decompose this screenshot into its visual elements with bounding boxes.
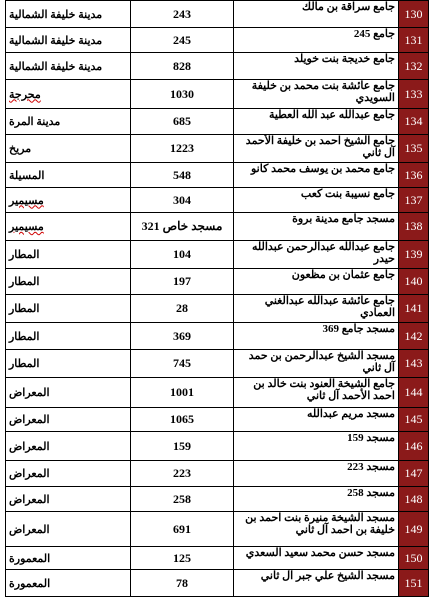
- mosque-code-cell: 828: [131, 53, 234, 80]
- table-row: [6, 188, 429, 213]
- mosque-table: [5, 0, 429, 597]
- area-label: المعراض: [9, 440, 50, 453]
- area-cell: [6, 109, 131, 135]
- mosque-code-cell: 223: [131, 461, 234, 487]
- table-row: [6, 378, 429, 408]
- row-number-cell: 141: [399, 295, 429, 323]
- area-label: محرجة: [9, 88, 41, 101]
- area-cell: [6, 487, 131, 512]
- mosque-code-cell: 28: [131, 295, 234, 323]
- row-number-cell: 145: [399, 408, 429, 432]
- mosque-name-cell: جامع نسيبة بنت كعب: [234, 188, 399, 213]
- area-label: المعراض: [9, 414, 50, 426]
- mosque-code-cell: مسجد خاص 321: [131, 213, 234, 241]
- mosque-code-cell: 258: [131, 487, 234, 512]
- area-label: المعراض: [9, 523, 50, 536]
- area-cell: [6, 378, 131, 408]
- table-row: [6, 241, 429, 269]
- mosque-name-cell: جامع سراقة بن مالك: [234, 1, 399, 28]
- area-cell: [6, 512, 131, 547]
- mosque-name-cell: جامع عثمان بن مظعون: [234, 269, 399, 295]
- area-label: المعراض: [9, 493, 50, 506]
- area-cell: [6, 1, 131, 28]
- row-number-cell: 137: [399, 188, 429, 213]
- table-row: [6, 547, 429, 570]
- area-label: المعراض: [9, 468, 50, 480]
- table-row: [6, 53, 429, 80]
- row-number-cell: 133: [399, 80, 429, 109]
- table-row: [6, 1, 429, 28]
- mosque-name-cell: مسجد جامع 369: [234, 323, 399, 350]
- mosque-table-page: [5, 0, 428, 597]
- mosque-name-cell: مسجد الشيخ عبدالرحمن بن حمد آل ثاني: [234, 350, 399, 378]
- table-row: [6, 80, 429, 109]
- area-cell: [6, 28, 131, 53]
- row-number-cell: 134: [399, 109, 429, 135]
- table-row: [6, 269, 429, 295]
- area-label: المطار: [9, 330, 40, 343]
- row-number-cell: 130: [399, 1, 429, 28]
- table-row: [6, 323, 429, 350]
- row-number-cell: 132: [399, 53, 429, 80]
- area-label: المعمورة: [9, 577, 51, 590]
- mosque-code-cell: 369: [131, 323, 234, 350]
- mosque-name-cell: مسجد الشيخة منيرة بنت احمد بن خليفة بن احمد آل ثاني: [234, 512, 399, 547]
- area-label: المطار: [9, 358, 40, 370]
- area-label: المطار: [9, 249, 40, 261]
- area-cell: [6, 213, 131, 241]
- mosque-code-cell: 691: [131, 512, 234, 547]
- mosque-code-cell: 1030: [131, 80, 234, 109]
- mosque-name-cell: جامع محمد بن يوسف محمد كانو: [234, 163, 399, 188]
- mosque-table-body: [6, 1, 429, 597]
- area-cell: [6, 547, 131, 570]
- row-number-cell: 146: [399, 432, 429, 461]
- area-label: مريخ: [9, 143, 32, 155]
- table-row: [6, 461, 429, 487]
- area-cell: [6, 135, 131, 163]
- table-row: [6, 28, 429, 53]
- mosque-name-cell: مسجد حسن محمد سعيد السعدي: [234, 547, 399, 570]
- mosque-code-cell: 1065: [131, 408, 234, 432]
- row-number-cell: 135: [399, 135, 429, 163]
- mosque-code-cell: 243: [131, 1, 234, 28]
- area-cell: [6, 163, 131, 188]
- table-row: [6, 570, 429, 597]
- row-number-cell: 131: [399, 28, 429, 53]
- row-number-cell: 148: [399, 487, 429, 512]
- area-cell: [6, 323, 131, 350]
- area-cell: [6, 80, 131, 109]
- table-row: [6, 163, 429, 188]
- table-row: [6, 512, 429, 547]
- row-number-cell: 138: [399, 213, 429, 241]
- mosque-code-cell: 745: [131, 350, 234, 378]
- table-row: [6, 408, 429, 432]
- table-row: [6, 213, 429, 241]
- row-number-cell: 150: [399, 547, 429, 570]
- mosque-name-cell: مسجد الشيخ علي جبر آل ثاني: [234, 570, 399, 597]
- row-number-cell: 143: [399, 350, 429, 378]
- mosque-code-cell: 1223: [131, 135, 234, 163]
- table-row: [6, 487, 429, 512]
- area-label: المعمورة: [9, 552, 51, 565]
- mosque-name-cell: جامع عبدالله عبد الله العطية: [234, 109, 399, 135]
- row-number-cell: 144: [399, 378, 429, 408]
- mosque-code-cell: 304: [131, 188, 234, 213]
- area-label: مدينة خليفة الشمالية: [9, 60, 103, 73]
- area-cell: [6, 295, 131, 323]
- mosque-code-cell: 197: [131, 269, 234, 295]
- mosque-name-cell: جامع الشيخ احمد بن خليفة الأحمد آل ثاني: [234, 135, 399, 163]
- area-cell: [6, 241, 131, 269]
- row-number-cell: 151: [399, 570, 429, 597]
- mosque-name-cell: مسجد 223: [234, 461, 399, 487]
- table-row: [6, 432, 429, 461]
- area-label: مدينة خليفة الشمالية: [9, 8, 103, 21]
- mosque-code-cell: 78: [131, 570, 234, 597]
- mosque-name-cell: مسجد مريم عبدالله: [234, 408, 399, 432]
- area-cell: [6, 432, 131, 461]
- table-row: [6, 135, 429, 163]
- mosque-code-cell: 245: [131, 28, 234, 53]
- mosque-code-cell: 159: [131, 432, 234, 461]
- mosque-code-cell: 1001: [131, 378, 234, 408]
- table-row: [6, 109, 429, 135]
- area-cell: [6, 408, 131, 432]
- mosque-name-cell: مسجد جامع مدينة بروة: [234, 213, 399, 241]
- row-number-cell: 136: [399, 163, 429, 188]
- row-number-cell: 142: [399, 323, 429, 350]
- area-label: المعراض: [9, 387, 50, 399]
- area-label: مسيمير: [9, 194, 44, 207]
- mosque-name-cell: جامع عائشة بنت محمد بن خليفة السويدي: [234, 80, 399, 109]
- mosque-code-cell: 685: [131, 109, 234, 135]
- mosque-code-cell: 548: [131, 163, 234, 188]
- mosque-name-cell: مسجد 159: [234, 432, 399, 461]
- area-label: مسيمير: [9, 221, 44, 233]
- mosque-name-cell: مسجد 258: [234, 487, 399, 512]
- area-cell: [6, 53, 131, 80]
- row-number-cell: 140: [399, 269, 429, 295]
- area-cell: [6, 570, 131, 597]
- area-cell: [6, 461, 131, 487]
- mosque-name-cell: جامع عبدالله عبدالرحمن عبدالله حيدر: [234, 241, 399, 269]
- area-cell: [6, 269, 131, 295]
- area-label: المطار: [9, 303, 40, 315]
- area-label: مدينة المرة: [9, 116, 61, 128]
- mosque-name-cell: جامع 245: [234, 28, 399, 53]
- mosque-code-cell: 125: [131, 547, 234, 570]
- row-number-cell: 147: [399, 461, 429, 487]
- mosque-name-cell: جامع خديجة بنت خويلد: [234, 53, 399, 80]
- table-row: [6, 350, 429, 378]
- mosque-code-cell: 104: [131, 241, 234, 269]
- area-label: مدينة خليفة الشمالية: [9, 34, 103, 47]
- table-row: [6, 295, 429, 323]
- area-cell: [6, 188, 131, 213]
- mosque-name-cell: جامع الشيخة العنود بنت خالد بن احمد الأحمد آل ثاني: [234, 378, 399, 408]
- area-cell: [6, 350, 131, 378]
- row-number-cell: 139: [399, 241, 429, 269]
- mosque-name-cell: جامع عائشة عبدالله عبدالغني العمادي: [234, 295, 399, 323]
- row-number-cell: 149: [399, 512, 429, 547]
- area-label: المطار: [9, 276, 40, 288]
- area-label: المسيلة: [9, 169, 45, 182]
